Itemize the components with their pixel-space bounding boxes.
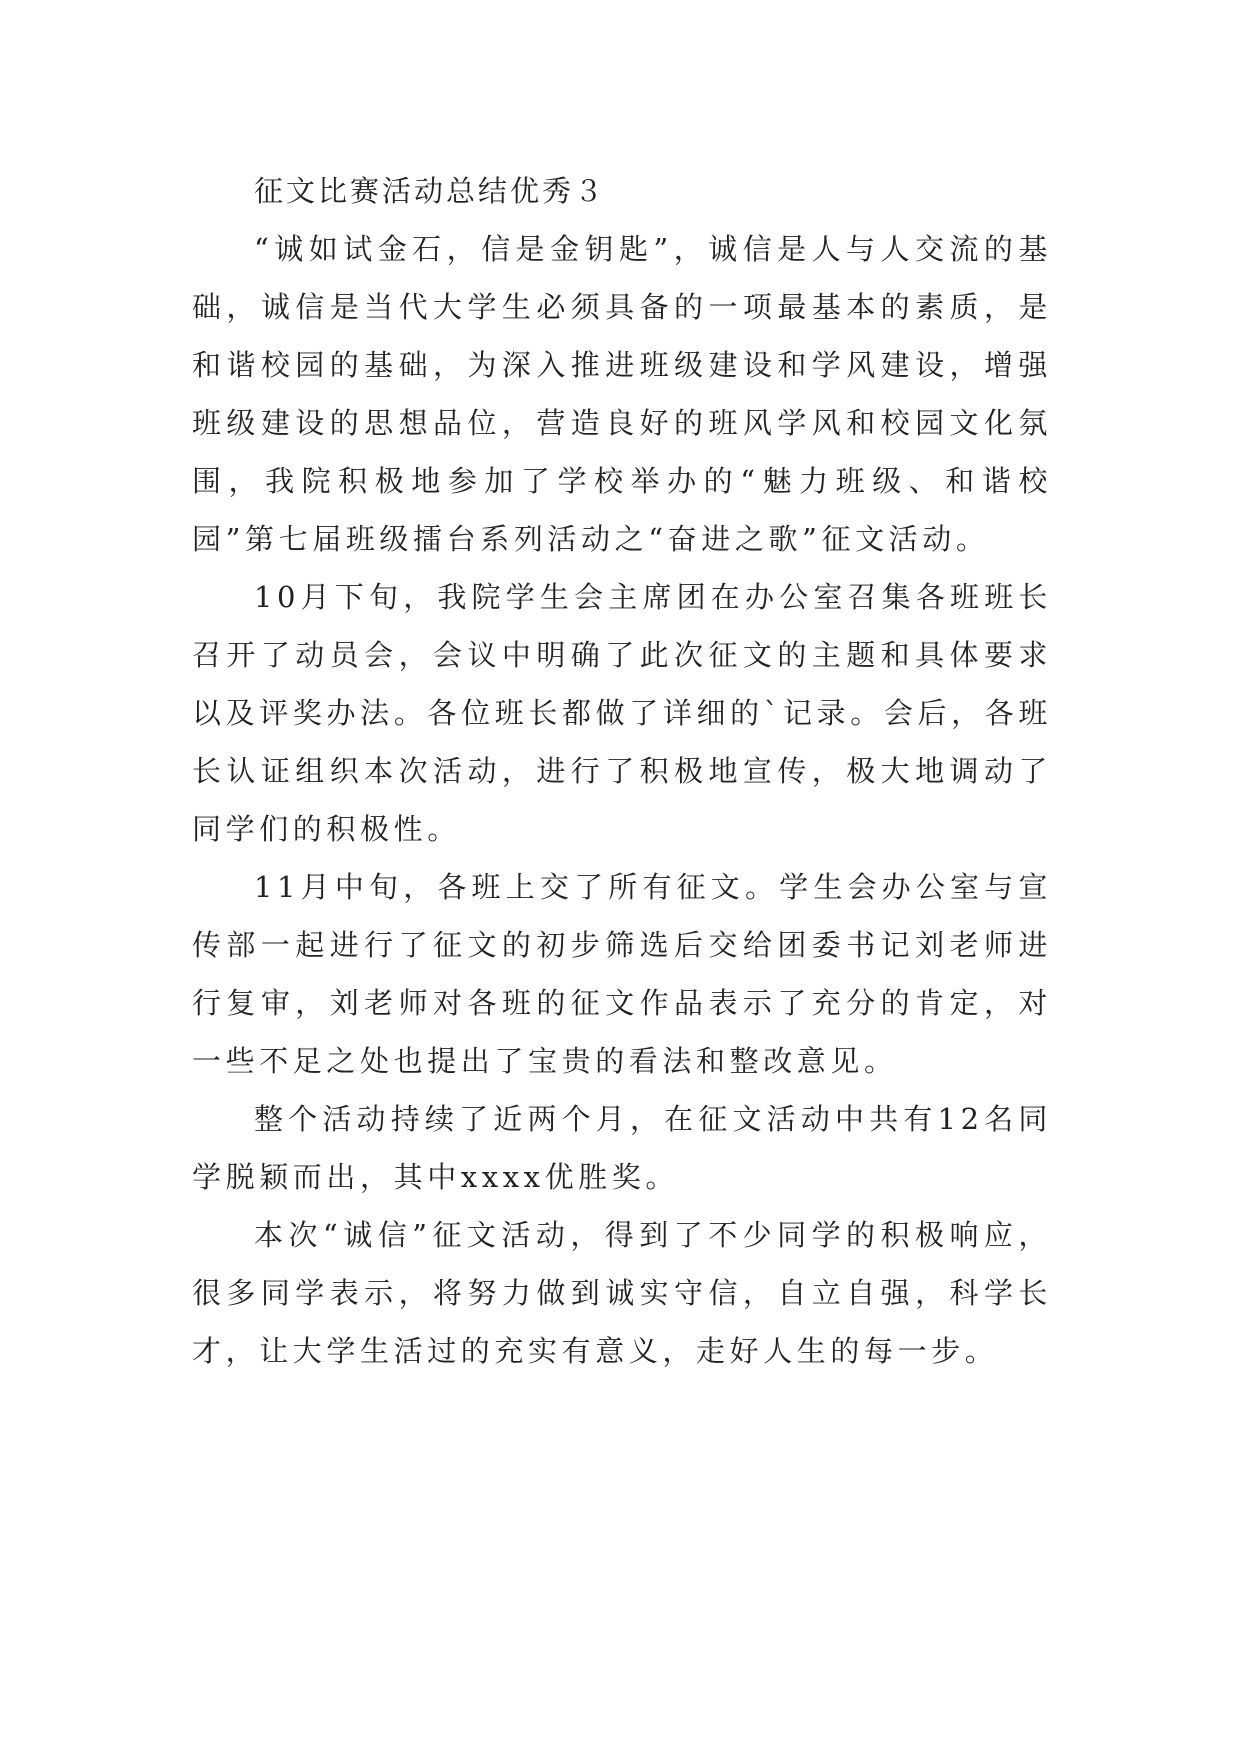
paragraph-results: 整个活动持续了近两个月，在征文活动中共有12名同学脱颖而出，其中xxxx优胜奖。 [192, 1102, 1052, 1194]
paragraph-november-review: 11月中旬，各班上交了所有征文。学生会办公室与宣传部一起进行了征文的初步筛选后交给团委书记刘老师进行复审，刘老师对各班的征文作品表示了充分的肯定，对一些不足之处也提出了宝贵的看法和整改意见。 [192, 870, 1052, 1078]
document-body [192, 162, 1052, 1380]
document-heading: 征文比赛活动总结优秀３ [254, 174, 607, 208]
paragraph-integrity-intro: “诚如试金石，信是金钥匙”，诚信是人与人交流的基础，诚信是当代大学生必须具备的一项最基本的素质，是和谐校园的基础，为深入推进班级建设和学风建设，增强班级建设的思想品位，营造良好的班风学风和校园文化氛围，我院积极地参加了学校举办的“魅力班级、和谐校园”第七届班级擂台系列活动之“奋进之歌”征文活动。 [192, 232, 1052, 556]
paragraph-october-meeting: 10月下旬，我院学生会主席团在办公室召集各班班长召开了动员会，会议中明确了此次征文的主题和具体要求以及评奖办法。各位班长都做了详细的`记录。会后，各班长认证组织本次活动，进行了积极地宣传，极大地调动了同学们的积极性。 [192, 580, 1052, 846]
paragraph-conclusion: 本次“诚信”征文活动，得到了不少同学的积极响应，很多同学表示，将努力做到诚实守信，自立自强，科学长才，让大学生活过的充实有意义，走好人生的每一步。 [192, 1218, 1052, 1368]
